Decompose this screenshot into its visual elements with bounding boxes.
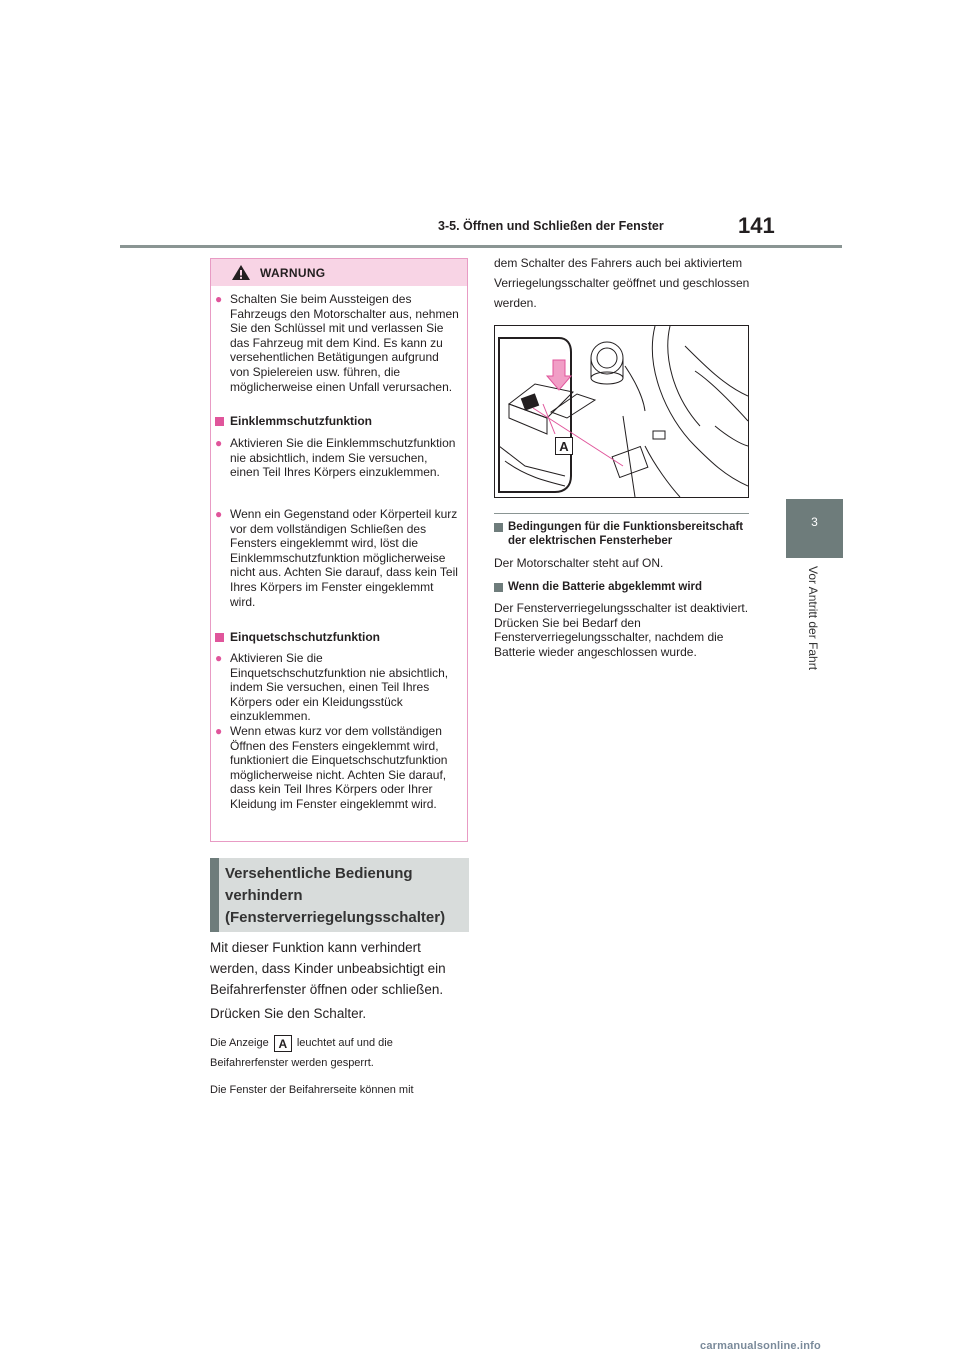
warning-header xyxy=(211,259,467,286)
watermark: carmanualsonline.info xyxy=(700,1340,821,1352)
intro-paragraph: Mit dieser Funktion kann verhindert werden, dass Kinder unbeabsichtigt ein Beifahrerfenster öffnen oder schließen. xyxy=(210,940,446,997)
indicator-key-a: A xyxy=(274,1035,292,1052)
warning-label: WARNUNG xyxy=(260,266,326,280)
warning-item: ● Aktivieren Sie die Einklemmschutzfunktion nie absichtlich, indem Sie versuchen, einen Teil Ihres Körpers einzuklemmen. xyxy=(215,436,456,480)
warning-item: ● Wenn etwas kurz vor dem vollständigen Öffnen des Fensters eingeklemmt wird, funktioniert die Einquetschschutzfunktion möglicherweise nicht. Achten Sie darauf, dass kein Teil Ihres Körpers oder Ihrer Kleidung im Fenster eingeklemmt wird. xyxy=(215,724,448,811)
bullet-circle-icon: ● xyxy=(215,507,223,521)
bullet-square-icon xyxy=(494,523,503,532)
divider-rule xyxy=(494,513,749,514)
header-rule xyxy=(120,245,842,248)
page-number: 141 xyxy=(738,213,775,238)
bullet-circle-icon: ● xyxy=(215,724,223,738)
bullet-square-icon xyxy=(215,417,224,426)
bullet-circle-icon: ● xyxy=(215,292,223,306)
passenger-window-note-continued: dem Schalter des Fahrers auch bei aktiviertem Verriegelungsschalter geöffnet und geschlossen werden. xyxy=(494,256,750,310)
window-lock-switch-figure xyxy=(494,325,749,498)
warning-triangle-icon xyxy=(231,264,251,281)
bullet-circle-icon: ● xyxy=(215,651,223,665)
action-paragraph: Drücken Sie den Schalter. xyxy=(210,1006,367,1021)
bullet-circle-icon: ● xyxy=(215,436,223,450)
bullet-square-icon xyxy=(494,583,503,592)
figure-label-a: A xyxy=(555,437,573,455)
battery-text: Der Fensterverriegelungsschalter ist deaktiviert. Drücken Sie bei Bedarf den Fensterverriegelungsschalter, nachdem die Batterie wieder angeschlossen wurde. xyxy=(494,601,749,659)
switch-panel-illustration xyxy=(495,326,748,497)
warning-subheading: Einklemmschutzfunktion xyxy=(230,414,460,429)
section-heading-bar xyxy=(210,858,219,932)
warning-item: ● Aktivieren Sie die Einquetschschutzfunktion nie absichtlich, indem Sie versuchen, einen Teil Ihres Körpers oder ein Kleidungsstück einzuklemmen. xyxy=(215,651,449,724)
section-title: 3-5. Öffnen und Schließen der Fenster xyxy=(438,219,664,233)
chapter-title: Vor Antritt der Fahrt xyxy=(806,566,820,671)
indicator-note: Die Anzeige A leuchtet auf und die Beifahrerfenster werden gesperrt. xyxy=(210,1036,393,1069)
warning-box xyxy=(210,258,468,842)
section-heading: Versehentliche Bedienung verhindern (Fensterverriegelungsschalter) xyxy=(225,865,446,926)
warning-item: ● Wenn ein Gegenstand oder Körperteil kurz vor dem vollständigen Schließen des Fensters eingeklemmt wird, löst die Einklemmschutzfunktion möglicherweise nicht aus. Achten Sie darauf, dass kein Teil Ihres Körpers im Fenster eingeklemmt wird. xyxy=(215,507,458,609)
chapter-number: 3 xyxy=(811,515,818,529)
warning-subheading: Einquetschschutzfunktion xyxy=(230,630,460,645)
passenger-window-note-start: Die Fenster der Beifahrerseite können mit xyxy=(210,1084,414,1096)
bullet-square-icon xyxy=(215,633,224,642)
conditions-heading: Bedingungen für die Funktionsbereitschaft der elektrischen Fensterheber xyxy=(508,520,750,548)
battery-heading: Wenn die Batterie abgeklemmt wird xyxy=(508,580,750,594)
warning-item: ● Schalten Sie beim Aussteigen des Fahrzeugs den Motorschalter aus, nehmen Sie den Schlüssel mit und verlassen Sie das Fahrzeug mit dem Kind. Es kann zu versehentlichen Betätigungen aufgrund von Spielereien usw. führen, die möglicherweise einen Unfall verursachen. xyxy=(215,292,459,394)
conditions-text: Der Motorschalter steht auf ON. xyxy=(494,556,664,570)
